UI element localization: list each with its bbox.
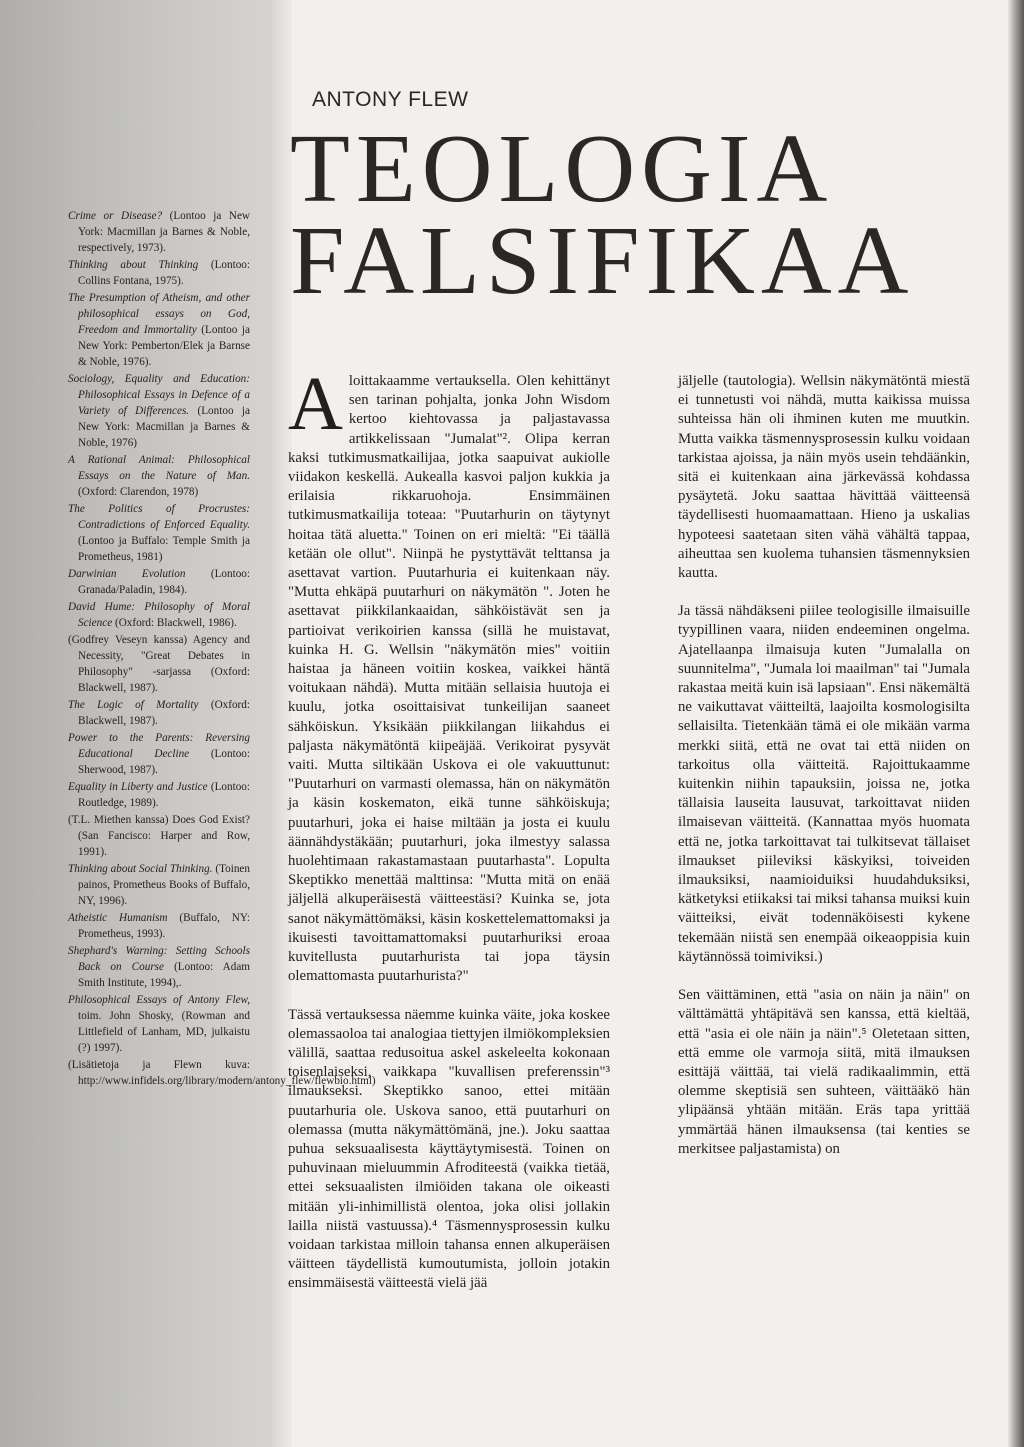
bibliography-entry: The Politics of Procrustes: Contradictions of Enforced Equality. (Lontoo ja Buffalo: Temple Smith ja Prometheus, 1981) <box>68 503 250 563</box>
body-paragraph: Ja tässä nähdäkseni piilee teologisille ilmaisuille tyypillinen vaara, niiden endeeminen ongelma. Ajatellaanpa ilmaisuja kuten "Jumalalla on suunnitelma", "Jumala loi maailman" tai "Jumala rakastaa meitä kuin isä lapsiaan". Ensi näkemältä ne vaikuttavat väitteiltä, laajoilta kosmologisilta sellaisilta. Tietenkään tämä ei ole mikään varma merkki siitä, että ne ovat tai että niiden on tarkoitus olla väitteitä. Rajoittukaamme kuitenkin niihin tapauksiin, joissa ne, jotka tällaisia lauseita lausuvat, tarkoittavat niiden ilmaisevan väitteitä. (Kannattaa myös huomata että ne, jotka tarkoittavat tai tulkitsevat tällaiset ilmaukset piileviksi käskyiksi, toiveiden ilmauksiksi, naamioiduiksi huudahduksiksi, kätketyksi etiikaksi tai miksi tahansa muiksi kuin väitteiksi, eivät todennäköisesti kykene tekemään niistä sen enempää oikeaoppisia kuin käytännössä toimiviksi.) <box>678 603 970 965</box>
bibliography-entry: Philosophical Essays of Antony Flew, toim. John Shosky, (Rowman and Littlefield of Lanham, MD, julkaistu (?) 1997). <box>68 994 250 1054</box>
bibliography-entry: Crime or Disease? (Lontoo ja New York: Macmillan ja Barnes & Noble, respectively, 1973). <box>68 210 250 254</box>
article-title-line-1: TEOLOGIA <box>290 115 834 223</box>
bibliography-entry: Equality in Liberty and Justice (Lontoo: Routledge, 1989). <box>68 781 250 809</box>
body-paragraph: Sen väittäminen, että "asia on näin ja näin" on välttämättä yhtäpitävä sen kanssa, että kieltää, että "asia ei ole näin ja näin".⁵ Oletetaan sitten, että emme ole varmoja siitä, mitä ilmauksen esittäjä väittää, tai vielä radikaalimmin, että olemme skeptisiä sen suhteen, väittääkö hän ylipäänsä yhtään mitään. Eräs tapa yrittää ymmärtää hänen ilmauksensa (tai kenties se merkitsee paljastamista) on <box>678 987 970 1157</box>
bibliography-entry: Shephard's Warning: Setting Schools Back on Course (Lontoo: Adam Smith Institute, 1994),. <box>68 945 250 989</box>
drop-cap: A <box>288 362 343 446</box>
bibliography-entry: Thinking about Thinking (Lontoo: Collins Fontana, 1975). <box>68 259 250 287</box>
article-column-right <box>678 372 970 1178</box>
bibliography-entry: The Presumption of Atheism, and other philosophical essays on God, Freedom and Immortality (Lontoo ja New York: Pemberton/Elek ja Barnse & Noble, 1976). <box>68 292 250 368</box>
bibliography-entry: (Lisätietoja ja Flewn kuva: http://www.infidels.org/library/modern/antony_flew/flewbio.html) <box>68 1059 376 1087</box>
bibliography-entry: Thinking about Social Thinking. (Toinen painos, Prometheus Books of Buffalo, NY, 1996). <box>68 863 250 907</box>
body-paragraph: jäljelle (tautologia). Wellsin näkymätöntä miestä ei tunnetusti voi nähdä, mutta kaikissa muissa suhteissa hän oli ihminen kuten me muutkin. Mutta vaikka täsmennysprosessin kulku voidaan tarkistaa ajoissa, ja näin myös usein tehdäänkin, sitä ei kuitenkaan aina järkevässä kohdassa pysäytetä. Joku saattaa hävittää väitteensä täydellisesti huomaamattaan. Hieno ja uskalias hypoteesi saatetaan siten vähä vähältä tappaa, aiheuttaa sen kuolema tuhansien täsmennyksien kautta. <box>678 373 970 582</box>
bibliography-entry: A Rational Animal: Philosophical Essays on the Nature of Man. (Oxford: Clarendon, 1978) <box>68 454 250 498</box>
page-edge-shadow <box>1008 0 1024 1447</box>
bibliography-list <box>68 208 376 1090</box>
article-title-line-2: FALSIFIKAA <box>290 207 915 315</box>
bibliography-entry: (Godfrey Veseyn kanssa) Agency and Necessity, "Great Debates in Philosophy" -sarjassa (Oxford: Blackwell, 1987). <box>68 634 250 694</box>
bibliography-entry: David Hume: Philosophy of Moral Science (Oxford: Blackwell, 1986). <box>68 601 250 629</box>
bibliography-entry: Power to the Parents: Reversing Educational Decline (Lontoo: Sherwood, 1987). <box>68 732 250 776</box>
bibliography-entry: Atheistic Humanism (Buffalo, NY: Prometheus, 1993). <box>68 912 250 940</box>
body-paragraph: Tässä vertauksessa näemme kuinka väite, joka koskee olemassaoloa tai analogiaa tiettyjen ilmiökompleksien välillä, saattaa redusoitua askel askeleelta kokonaan toisenlaiseksi, vaikkapa "kuvallisen preferenssin"³ ilmaukseksi. Skeptikko sanoo, ettei mitään puutarhuria ole. Uskova sanoo, että puutarhuri on olemassa (mutta näkymättömänä, jne.). Joku saattaa puhua seksuaalisesta käyttäytymisestä. Toinen on puhuvinaan mieluummin Afroditeestä (vaikka tietää, ettei seksuaalisten ilmiöiden takana ole oikeasti mitään yli-inhimillistä olentoa, joka olisi jollakin lailla niistä vastuussa).⁴ Täsmennysprosessin kulku voidaan tarkistaa milloin tahansa ennen alkuperäisen väitteen täydellistä kumoutumista, jolloin jotakin ensimmäisestä väitteestä vielä jää <box>288 1006 610 1292</box>
author-name: ANTONY FLEW <box>312 88 469 111</box>
body-paragraph: Aloittakaamme vertauksella. Olen kehittänyt sen tarinan pohjalta, jonka John Wisdom kertoo kiehtovassa ja paljastavassa artikkelissaan "Jumalat"². Olipa kerran kaksi tutkimusmatkailijaa, jotka saapuivat aukiolle viidakon keskellä. Aukealla kasvoi paljon kukkia ja erilaisia rikkaruohoja. Ensimmäinen tutkimusmatkailija toteaa: "Puutarhurin on täytynyt hoitaa tätä aluetta." Toinen on eri mieltä: "Ei täällä ketään ole ollut". Niinpä he pystyttävät telttansa ja asettavat vartion. Puutarhuria ei kuitenkaan näy. "Mutta ehkäpä puutarhuri on näkymätön ". Joten he asettavat piikkilankaaidan, sähköistävät sen ja partioivat verikoirien kanssa (sillä he muistavat, kuinka H. G. Wellsin "näkymätön mies" voitiin haistaa ja häneen voitiin koskea, vaikkei häntä voitukaan nähdä). Mutta mitään sellaisia huutoja ei kuulu, jotka osoittaisivat tunkeilijan saaneet sähköiskun. Yksikään piikkilangan liikahdus ei paljasta näkymätöntä kiipeäjää. Verikoirat pysyvät vaiti. Mutta siltikään Uskova ei ole vakuuttunut: "Puutarhuri on varmasti olemassa, hän on näkymätön ja käsin koskematon, eikä tunne sähköiskuja; puutarhuri, joka ei haise miltään ja josta ei kuulu äännähdystäkään; puutarhuri, joka ilmestyy salassa huolehtimaan rakastamastaan puutarhasta". Lopulta Skeptikko menettää malttinsa: "Mutta mitä on enää jäljellä alkuperäisestä väitteestäsi? Kuinka se, jota sanot näkymättömäksi, käsin koskettelemattomaksi ja ikuisesti tavoittamattomaksi puutarhuriksi eroaa kuvitellusta puutarhurista tai jopa täysin olemattomasta puutarhurista?" <box>288 362 610 985</box>
bibliography-entry: The Logic of Mortality (Oxford: Blackwell, 1987). <box>68 699 250 727</box>
bibliography-entry: Darwinian Evolution (Lontoo: Granada/Paladin, 1984). <box>68 568 250 596</box>
bibliography-entry: (T.L. Miethen kanssa) Does God Exist? (San Fancisco: Harper and Row, 1991). <box>68 814 250 858</box>
bibliography-entry: Sociology, Equality and Education: Philosophical Essays in Defence of a Variety of Differences. (Lontoo ja New York: Macmillan ja Barnes & Noble, 1976) <box>68 373 250 449</box>
article-column-left <box>288 362 610 1313</box>
